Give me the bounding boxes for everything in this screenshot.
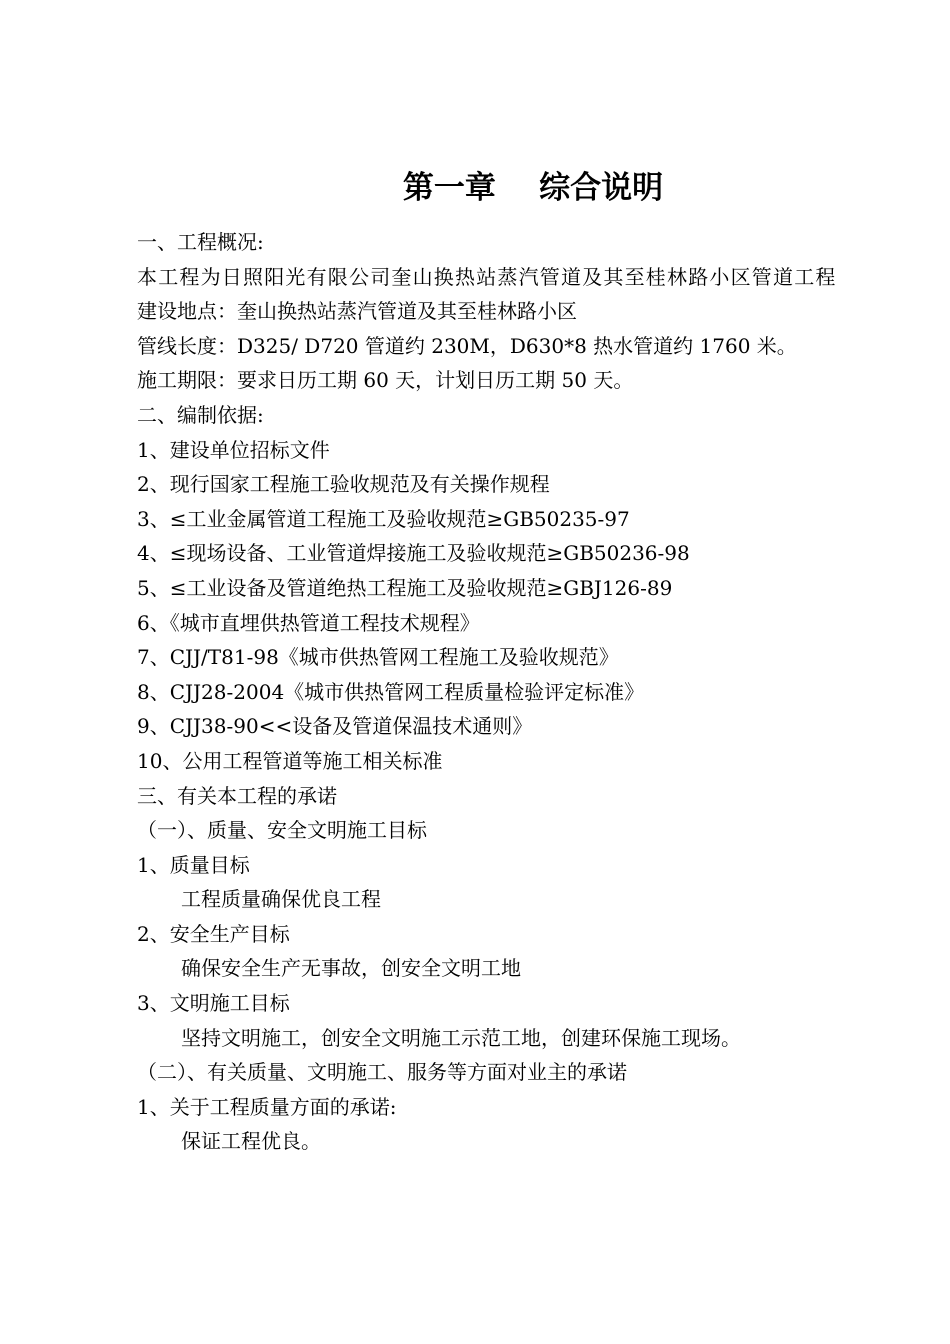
section-heading-overview: 一、工程概况: [137, 230, 264, 254]
list-item: 4、≤现场设备、工业管道焊接施工及验收规范≥GB50236-98 [137, 541, 690, 566]
list-item: 10、公用工程管道等施工相关标准 [137, 748, 443, 773]
list-item: 1、建设单位招标文件 [137, 437, 330, 462]
chapter-title: 第一章 综合说明 [402, 170, 664, 206]
goal-heading-civilized: 3、文明施工目标 [137, 991, 290, 1016]
goal-text-safety: 确保安全生产无事故，创安全文明工地 [181, 956, 521, 981]
list-item: 8、CJJ28-2004《城市供热管网工程质量检验评定标准》 [137, 679, 645, 704]
goal-text-civilized: 坚持文明施工，创安全文明施工示范工地，创建环保施工现场。 [181, 1025, 741, 1050]
document-body [137, 225, 867, 1159]
construction-period: 施工期限：要求日历工期 60 天，计划日历工期 50 天。 [137, 368, 634, 393]
list-item: 7、CJJ/T81-98《城市供热管网工程施工及验收规范》 [137, 645, 619, 670]
goal-heading-safety: 2、安全生产目标 [137, 921, 290, 946]
subsection-heading-goals: （一）、质量、安全文明施工目标 [137, 818, 427, 843]
commitment-text-quality: 保证工程优良。 [181, 1129, 321, 1154]
list-item: 2、现行国家工程施工验收规范及有关操作规程 [137, 472, 550, 497]
list-item: 9、CJJ38-90<<设备及管道保温技术通则》 [137, 714, 533, 739]
commitment-heading-quality: 1、关于工程质量方面的承诺: [137, 1094, 397, 1119]
project-description: 本工程为日照阳光有限公司奎山换热站蒸汽管道及其至桂林路小区管道工程 [137, 264, 837, 289]
subsection-heading-owner-commitments: （二）、有关质量、文明施工、服务等方面对业主的承诺 [137, 1060, 627, 1085]
construction-site: 建设地点：奎山换热站蒸汽管道及其至桂林路小区 [137, 299, 577, 324]
section-heading-commitments: 三、有关本工程的承诺 [137, 783, 337, 808]
section-heading-basis: 二、编制依据: [137, 402, 264, 427]
goal-heading-quality: 1、质量目标 [137, 852, 250, 877]
list-item: 3、≤工业金属管道工程施工及验收规范≥GB50235-97 [137, 506, 630, 531]
list-item: 5、≤工业设备及管道绝热工程施工及验收规范≥GBJ126-89 [137, 575, 673, 600]
list-item: 6、《城市直埋供热管道工程技术规程》 [137, 610, 480, 635]
pipeline-length: 管线长度：D325/ D720 管道约 230M，D630*8 热水管道约 1760 米。 [137, 333, 797, 358]
goal-text-quality: 工程质量确保优良工程 [181, 887, 381, 912]
